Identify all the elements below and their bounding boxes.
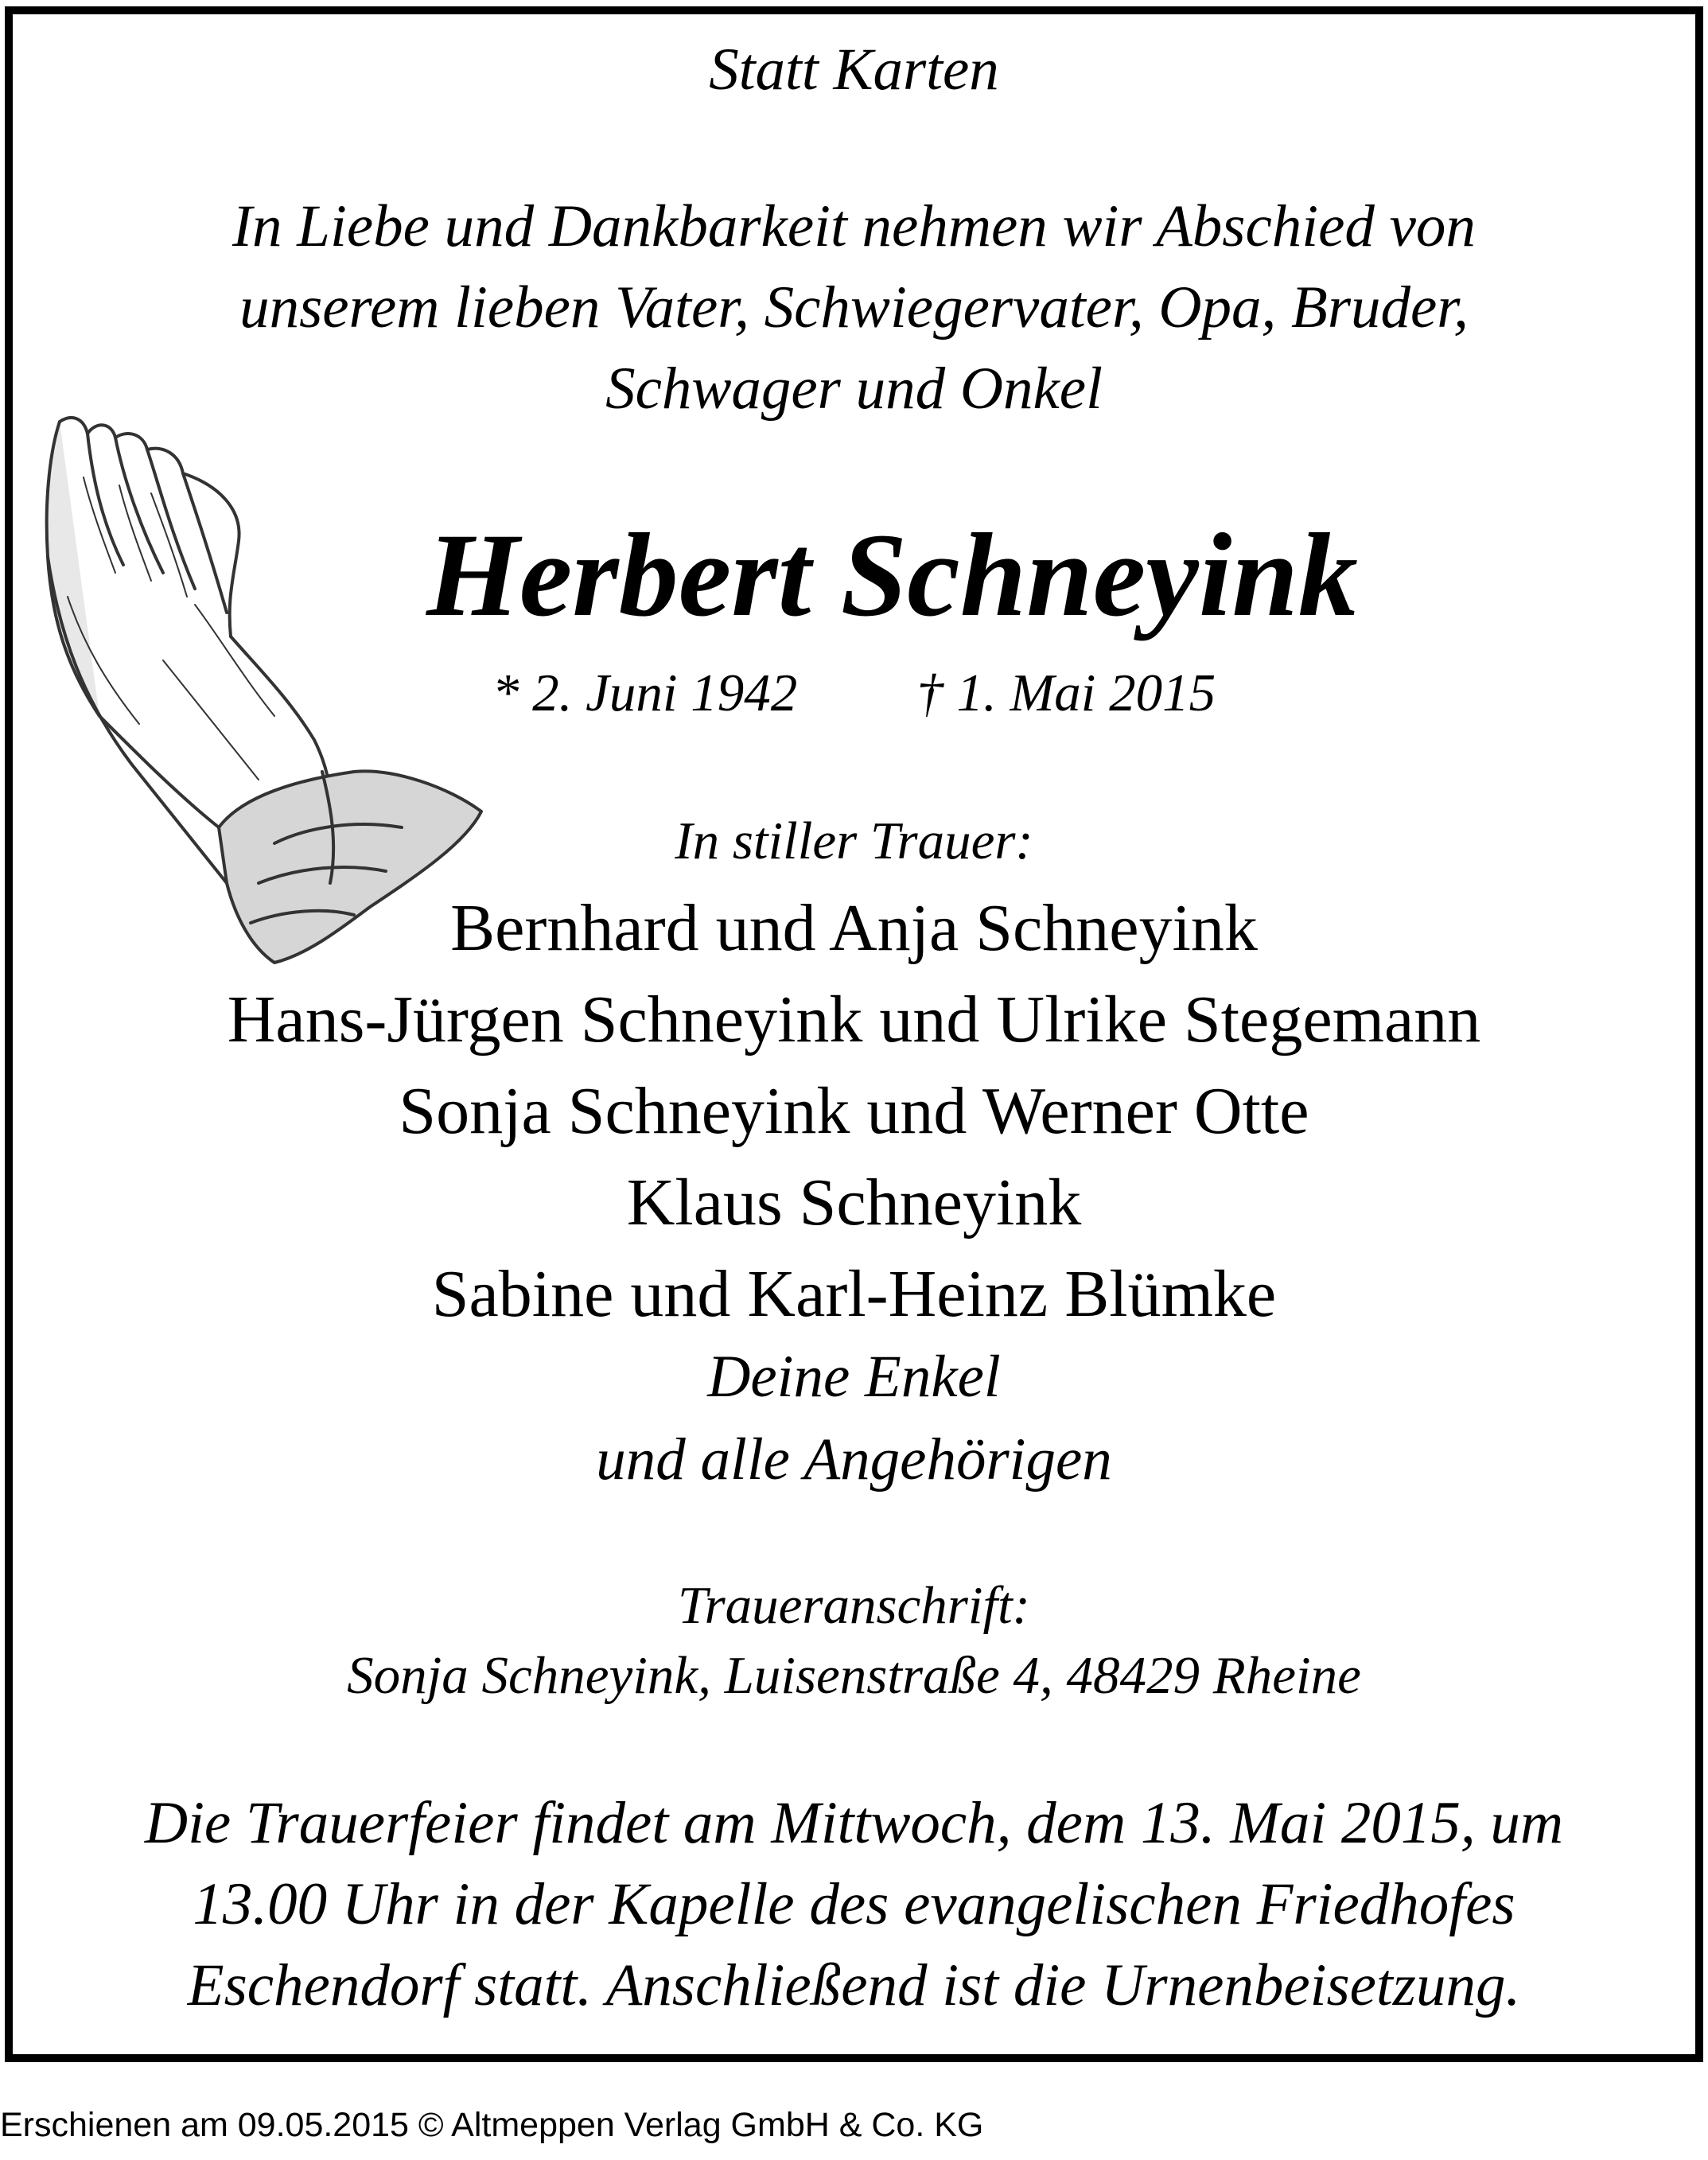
intro-line: unserem lieben Vater, Schwiegervater, Opa, Bruder, [239,274,1469,341]
publication-footer: Erschienen am 09.05.2015 © Altmeppen Verlag GmbH & Co. KG [0,2106,984,2144]
mourner-line: Sabine und Karl-Heinz Blümke [431,1257,1277,1331]
ceremony-line: Eschendorf statt. Anschließend ist die Urnenbeisetzung. [187,1952,1521,2018]
mourner-line: Bernhard und Anja Schneyink [450,891,1258,965]
mourner-line: Sonja Schneyink und Werner Otte [399,1074,1309,1148]
intro-line: In Liebe und Dankbarkeit nehmen wir Abschied von [232,193,1476,259]
ceremony-line: 13.00 Uhr in der Kapelle des evangelischen Friedhofes [193,1871,1515,1937]
mourning-address: Sonja Schneyink, Luisenstraße 4, 48429 Rheine [347,1646,1361,1705]
mourner-line: und alle Angehörigen [596,1426,1112,1493]
heading: Statt Karten [709,37,999,103]
mourner-line: Deine Enkel [707,1344,1001,1410]
intro-line: Schwager und Onkel [605,356,1103,422]
death-date: † 1. Mai 2015 [916,664,1216,722]
birth-date: * 2. Juni 1942 [492,664,798,722]
deceased-name: Herbert Schneyink [426,509,1358,641]
mourner-line: Hans-Jürgen Schneyink und Ulrike Stegemann [227,983,1481,1057]
mourner-line: Klaus Schneyink [626,1166,1082,1240]
ceremony-line: Die Trauerfeier findet am Mittwoch, dem 13. Mai 2015, um [144,1790,1564,1856]
life-dates [0,664,1708,722]
address-label: Traueranschrift: [678,1576,1030,1635]
mourning-label: In stiller Trauer: [675,811,1033,870]
